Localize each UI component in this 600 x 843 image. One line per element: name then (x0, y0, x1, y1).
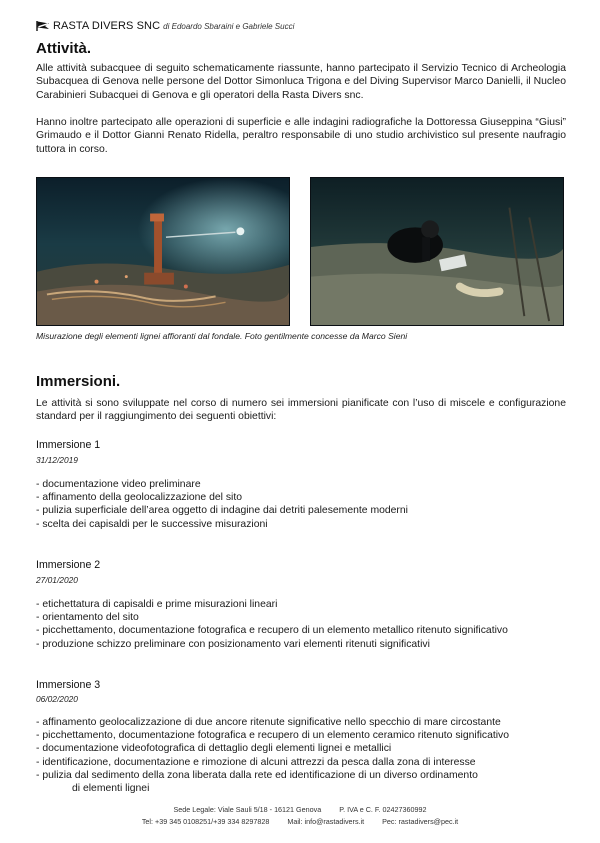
section-title-immersioni: Immersioni. (36, 373, 121, 390)
dive-objectives-list (36, 598, 576, 651)
list-item-continuation: di elementi lignei (72, 783, 150, 795)
list-item: - picchettamento, documentazione fotografica e recupero di un elemento metallico ritenuto significativo (36, 625, 508, 637)
diver-flag-icon (36, 20, 50, 32)
footer-pec: Pec: rastadivers@pec.it (382, 817, 459, 826)
photo-left (36, 177, 290, 326)
list-item: - pulizia dal sedimento della zona liberata dalla rete ed identificazione di un diverso ordinamento (36, 769, 478, 781)
company-owners: di Edoardo Sbaraini e Gabriele Succi (163, 21, 295, 31)
immersioni-intro: Le attività si sono sviluppate nel corso di numero sei immersioni pianificate con l’uso di miscele e configurazione standard per il raggiungimento dei seguenti obiettivi: (36, 398, 566, 423)
footer-line-1 (0, 805, 600, 814)
company-name: RASTA DIVERS SNC (53, 20, 161, 32)
attivita-paragraph-2: Hanno inoltre partecipato alle operazioni di superficie e alle indagini radiografiche la Dottoressa Giuseppina “Giusi” Grimaudo e il Dottor Gianni Renato Ridella, peraltro responsabile di uno studio archivistico sul presente naufragio tuttora in corso. (36, 117, 566, 155)
footer-mail: Mail: info@rastadivers.it (287, 817, 365, 826)
dive-objectives-list (36, 478, 576, 531)
photo-right (310, 177, 564, 326)
dive-objectives-list (36, 716, 576, 795)
list-item: - produzione schizzo preliminare con posizionamento vari elementi ritenuti significativi (36, 638, 430, 650)
footer-line-2 (0, 817, 600, 826)
footer-tel: Tel: +39 345 0108251/+39 334 8297828 (141, 817, 270, 826)
footer-legal-address: Sede Legale: Viale Sauli 5/18 - 16121 Genova (173, 805, 322, 814)
list-item: - documentazione video preliminare (36, 479, 201, 490)
list-item: - scelta dei capisaldi per le successive misurazioni (36, 518, 268, 530)
list-item: - pulizia superficiale dell’area oggetto di indagine dai detriti palesemente moderni (36, 505, 408, 517)
list-item: - affinamento della geolocalizzazione del sito (36, 492, 243, 504)
list-item: - orientamento del sito (36, 612, 139, 624)
list-item: - affinamento geolocalizzazione di due ancore ritenute significative nello specchio di mare circostante (36, 717, 501, 728)
list-item: - etichettatura di capisaldi e prime misurazioni lineari (36, 599, 278, 610)
attivita-paragraph-1: Alle attività subacquee di seguito schematicamente riassunte, hanno partecipato il Servizio Tecnico di Archeologia Subacquea di Genova nelle persone del Dottor Simonluca Trigona e del Diving Supervisor Marco Danielli, il Nucleo Carabinieri Subacquei di Genova e gli operatori della Rasta Divers snc. (36, 63, 566, 101)
footer-vat: P. IVA e C. F. 02427360992 (339, 805, 427, 814)
dive-title: Immersione 1 (36, 439, 101, 451)
dive-date: 27/01/2020 (36, 575, 78, 585)
letterhead (36, 19, 294, 33)
photo-caption: Misurazione degli elementi lignei affioranti dal fondale. Foto gentilmente concesse da Marco Sieni (36, 331, 408, 341)
dive-title: Immersione 3 (36, 679, 101, 691)
dive-title: Immersione 2 (36, 559, 101, 571)
dive-date: 31/12/2019 (36, 455, 78, 465)
list-item: - picchettamento, documentazione fotografica e recupero di un elemento ceramico ritenuto significativo (36, 730, 510, 742)
list-item: - documentazione videofotografica di dettaglio degli elementi lignei e metallici (36, 743, 392, 755)
dive-date: 06/02/2020 (36, 694, 78, 704)
list-item: - identificazione, documentazione e rimozione di alcuni attrezzi da pesca dalla zona di interesse (36, 756, 476, 768)
section-title-attivita: Attività. (36, 40, 92, 57)
